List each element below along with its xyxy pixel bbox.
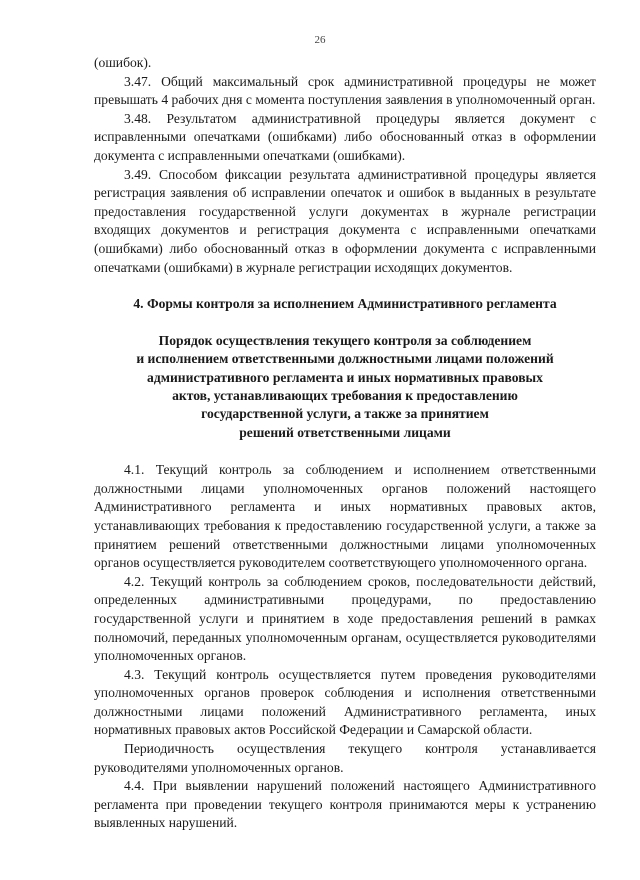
subsection-heading-line: решений ответственными лицами xyxy=(239,424,451,440)
paragraph-periodicity: Периодичность осуществления текущего контроля устанавливается руководителями уполномоченных органов. xyxy=(94,741,596,775)
subsection-heading-line: государственной услуги, а также за принятием xyxy=(201,406,489,422)
subsection-heading-line: актов, устанавливающих требования к предоставлению xyxy=(172,387,518,403)
paragraph-4-2: 4.2. Текущий контроль за соблюдением сроков, последовательности действий, определенных административными процедурами, по предоставлению государственной услуги и принятием в ходе предоставления решений в рамках полномочий, переданных уполномоченным органам, осуществляется руководителями уполномоченных органов. xyxy=(94,573,596,664)
subsection-heading-line: Порядок осуществления текущего контроля за соблюдением xyxy=(158,332,532,348)
page-number: 26 xyxy=(314,34,326,46)
document-body xyxy=(94,54,596,833)
paragraph-3-47: 3.47. Общий максимальный срок административной процедуры не может превышать 4 рабочих дня с момента поступления заявления в уполномоченный орган. xyxy=(94,73,596,108)
subsection-heading-line: и исполнением ответственными должностными лицами положений xyxy=(136,351,554,367)
paragraph-4-1: 4.1. Текущий контроль за соблюдением и исполнением ответственными должностными лицами уполномоченных органов положений настоящего Административного регламента и иных нормативных правовых актов, устанавливающих требования к предоставлению государственной услуги, а также за принятием решений ответственными должностными лицами уполномоченных органов осуществляется руководителем соответствующего уполномоченного органа. xyxy=(94,462,596,571)
paragraph-3-49: 3.49. Способом фиксации результата административной процедуры является регистрация заявления об исправлении опечаток и ошибок в выданных в результате предоставления государственной услуги документах в журнале регистрации входящих документов и регистрация документа с исправленными опечатками (ошибками) либо обоснованный отказ в оформлении документа с исправленными опечатками (ошибками) в журнале регистрации исходящих документов. xyxy=(94,166,596,275)
paragraph-4-4: 4.4. При выявлении нарушений положений настоящего Административного регламента при проведении текущего контроля принимаются меры к устранению выявленных нарушений. xyxy=(94,778,596,831)
subsection-heading xyxy=(94,332,596,442)
paragraph-4-3: 4.3. Текущий контроль осуществляется путем проведения руководителями уполномоченных органов проверок соблюдения и исполнения ответственными должностными лицами положений Административного регламента, иных нормативных правовых актов Российской Федерации и Самарской области. xyxy=(94,666,596,738)
subsection-heading-line: административного регламента и иных нормативных правовых xyxy=(147,369,543,385)
paragraph-continuation: (ошибок). xyxy=(94,55,152,70)
section-heading: 4. Формы контроля за исполнением Административного регламента xyxy=(133,296,557,312)
paragraph-3-48: 3.48. Результатом административной процедуры является документ с исправленными опечатками (ошибками) либо обоснованный отказ в оформлении документа с исправленными опечатками (ошибками). xyxy=(94,110,596,163)
